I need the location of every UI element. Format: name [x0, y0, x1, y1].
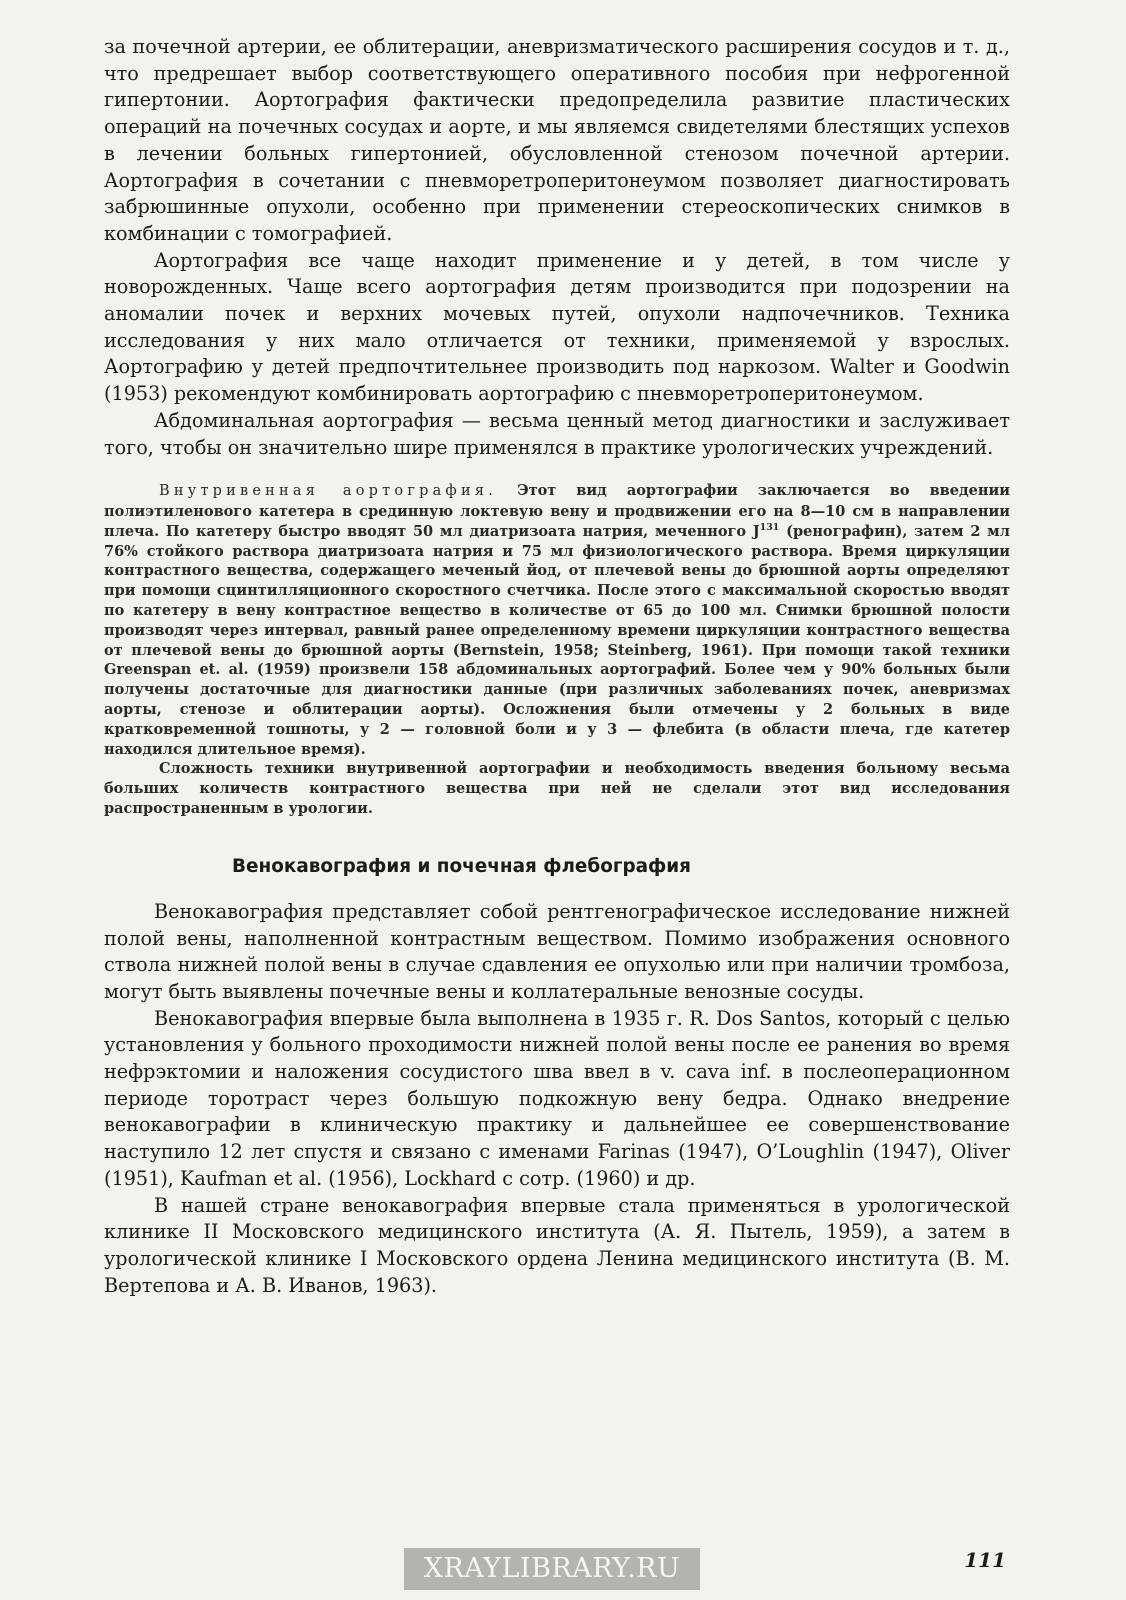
body-paragraph-3: Абдоминальная аортография — весьма ценный метод диагностики и заслуживает того, чтобы он значительно шире применялся в практике урологических учреждений.	[104, 408, 1010, 459]
page-number: 111	[964, 1548, 1006, 1572]
small-print-lead: Внутривенная аортография.	[159, 483, 498, 500]
page-content	[104, 34, 1010, 1299]
section-heading: Венокавография и почечная флебография	[232, 855, 691, 877]
small-print-paragraph-2: Сложность техники внутривенной аортографии и необходимость введения больному весьма больших количеств контрастного вещества при ней не сделали этот вид исследования распространенным в урологии.	[104, 760, 1010, 817]
isotope-superscript: 131	[759, 522, 780, 534]
small-print-paragraph-1	[104, 481, 1010, 759]
small-print-text-b: (ренографин), затем 2 мл 76% стойкого раствора диатризоата натрия и 75 мл физиологического раствора. Время циркуляции контрастного вещества, содержащего меченый йод, от плечевой вены до брюшной аорты определяют при помощи сцинтилляционного скоростного счетчика. После этого с максимальной скоростью вводят по катетеру в вену контрастное вещество в количестве от 65 до 100 мл. Снимки брюшной полости производят через интервал, равный ранее определенному времени циркуляции контрастного вещества от плечевой вены до брюшной аорты (Bernstein, 1958; Steinberg, 1961). При помощи такой техники Greenspan et. al. (1959) произвели 158 абдоминальных аортографий. Более чем у 90% больных были получены достаточные для диагностики данные (при различных заболеваниях почек, аневризмах аорты, стенозе и облитерации аорты). Осложнения были отмечены у 2 больных в виде кратковременной тошноты, у 2 — головной боли и у 3 — флебита (в области плеча, где катетер находился длительное время).	[104, 522, 1010, 758]
body-paragraph-6: В нашей стране венокавография впервые стала применяться в урологической клинике II Московского медицинского института (А. Я. Пытель, 1959), а затем в урологической клинике I Московского ордена Ленина медицинского института (В. М. Вертепова и А. В. Иванов, 1963).	[104, 1193, 1010, 1297]
small-print-text-a: Этот вид аортографии заключается во введении полиэтиленового катетера в срединную локтевую вену и продвижении его на 8—10 см в направлении плеча. По катетеру быстро вводят 50 мл диатризоата натрия, меченного J	[104, 482, 1010, 540]
body-paragraph-4: Венокавография представляет собой рентгенографическое исследование нижней полой вены, наполненной контрастным веществом. Помимо изображения основного ствола нижней полой вены в случае сдавления ее опухолью или при наличии тромбоза, могут быть выявлены почечные вены и коллатеральные венозные сосуды.	[104, 899, 1010, 1003]
body-paragraph-2: Аортография все чаще находит применение и у детей, в том числе у новорожденных. Чаще всего аортография детям производится при подозрении на аномалии почек и верхних мочевых путей, опухоли надпочечников. Техника исследования у них мало отличается от техники, применяемой у взрослых. Аортографию у детей предпочтительнее производить под наркозом. Walter и Goodwin (1953) рекомендуют комбинировать аортографию с пневморетроперитонеумом.	[104, 248, 1010, 406]
body-paragraph-5: Венокавография впервые была выполнена в 1935 г. R. Dos Santos, который с целью установления у больного проходимости нижней полой вены после ее ранения во время нефрэктомии и наложения сосудистого шва ввел в v. cava inf. в послеоперационном периоде торотраст через большую подкожную вену бедра. Однако внедрение венокавографии в клиническую практику и дальнейшее ее совершенствование наступило 12 лет спустя и связано с именами Farinas (1947), O’Loughlin (1947), Oliver (1951), Kaufman et al. (1956), Lockhard с сотр. (1960) и др.	[104, 1006, 1010, 1190]
watermark-logo: XRAYLIBRARY.RU	[404, 1548, 700, 1590]
body-paragraph-1: за почечной артерии, ее облитерации, аневризматического расширения сосудов и т. д., что предрешает выбор соответствующего оперативного пособия при нефрогенной гипертонии. Аортография фактически предопределила развитие пластических операций на почечных сосудах и аорте, и мы являемся свидетелями блестящих успехов в лечении больных гипертонией, обусловленной стенозом почечной артерии. Аортография в сочетании с пневморетроперитонеумом позволяет диагностировать забрюшинные опухоли, особенно при применении стереоскопических снимков в комбинации с томографией.	[104, 35, 1010, 245]
